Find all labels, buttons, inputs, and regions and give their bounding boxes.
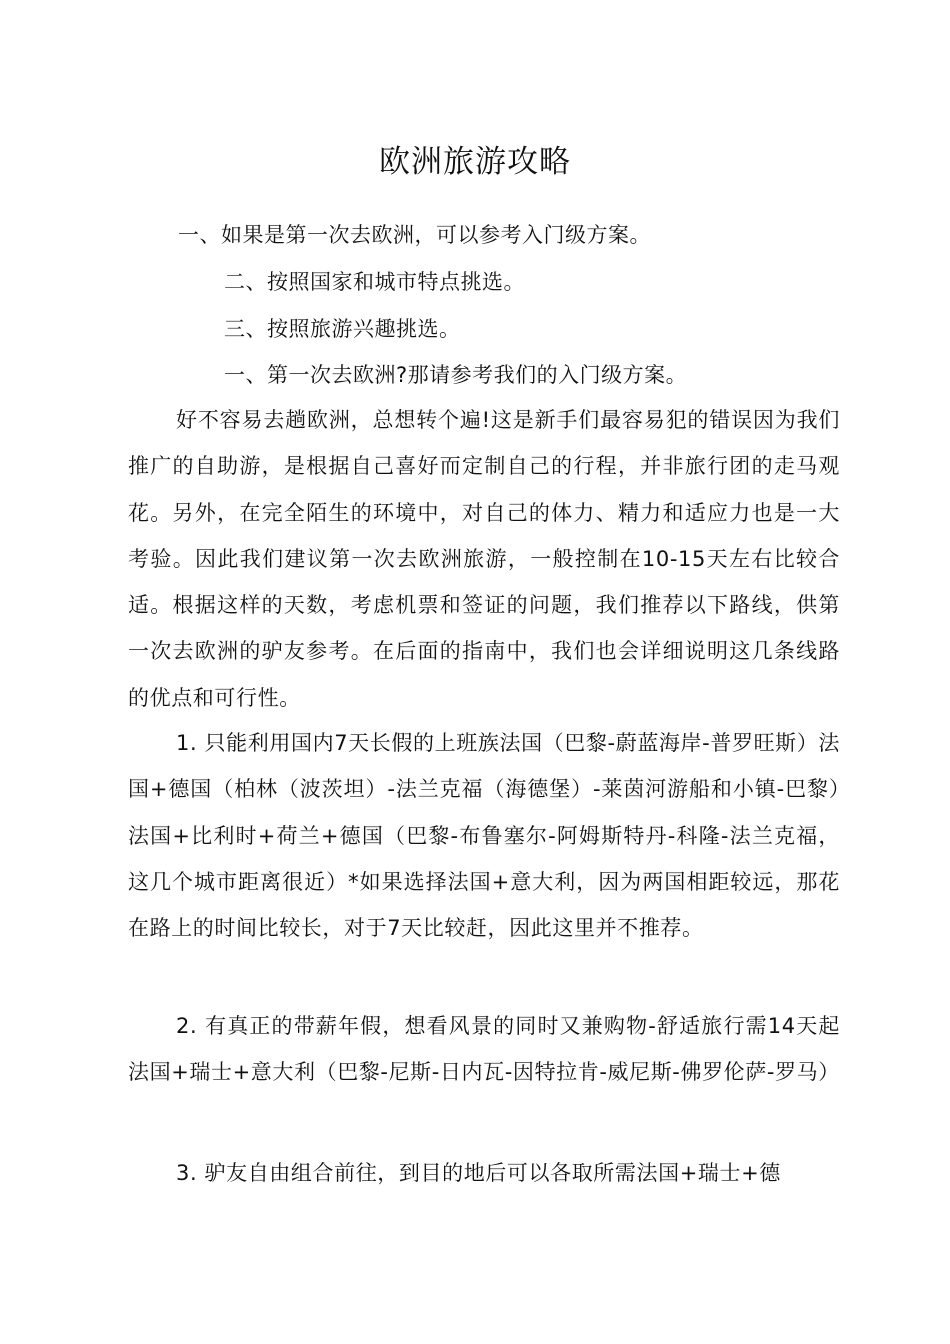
route-item-2: 2. 有真正的带薪年假，想看风景的同时又兼购物-舒适旅行需14天起法国+瑞士+意大利（巴黎-尼斯-日内瓦-因特拉肯-威尼斯-佛罗伦萨-罗马） (128, 1014, 840, 1085)
toc-item-2: 二、按照国家和城市特点挑选。 (224, 270, 525, 294)
route-item-1: 1. 只能利用国内7天长假的上班族法国（巴黎-蔚蓝海岸-普罗旺斯）法国+德国（柏林（波茨坦）-法兰克福（海德堡）-莱茵河游船和小镇-巴黎）法国+比利时+荷兰+德国（巴黎-布鲁塞尔-阿姆斯特丹-科隆-法兰克福，这几个城市距离很近）*如果选择法国+意大利，因为两国相距较远，那花在路上的时间比较长，对于7天比较赶，因此这里并不推荐。 (128, 731, 840, 941)
intro-paragraph: 好不容易去趟欧洲，总想转个遍!这是新手们最容易犯的错误因为我们推广的自助游，是根据自己喜好而定制自己的行程，并非旅行团的走马观花。另外，在完全陌生的环境中，对自己的体力、精力和适应力也是一大考验。因此我们建议第一次去欧洲旅游，一般控制在10-15天左右比较合适。根据这样的天数，考虑机票和签证的问题，我们推荐以下路线，供第一次去欧洲的驴友参考。在后面的指南中，我们也会详细说明这几条线路的优点和可行性。 (128, 408, 840, 710)
toc-item-1: 一、如果是第一次去欧洲，可以参考入门级方案。 (178, 223, 651, 247)
toc-item-3: 三、按照旅游兴趣挑选。 (224, 317, 461, 341)
route-item-3: 3. 驴友自由组合前往，到目的地后可以各取所需法国+瑞士+德 (176, 1161, 781, 1185)
section-1-heading: 一、第一次去欧洲?那请参考我们的入门级方案。 (224, 363, 688, 387)
document-title: 欧洲旅游攻略 (379, 144, 571, 180)
